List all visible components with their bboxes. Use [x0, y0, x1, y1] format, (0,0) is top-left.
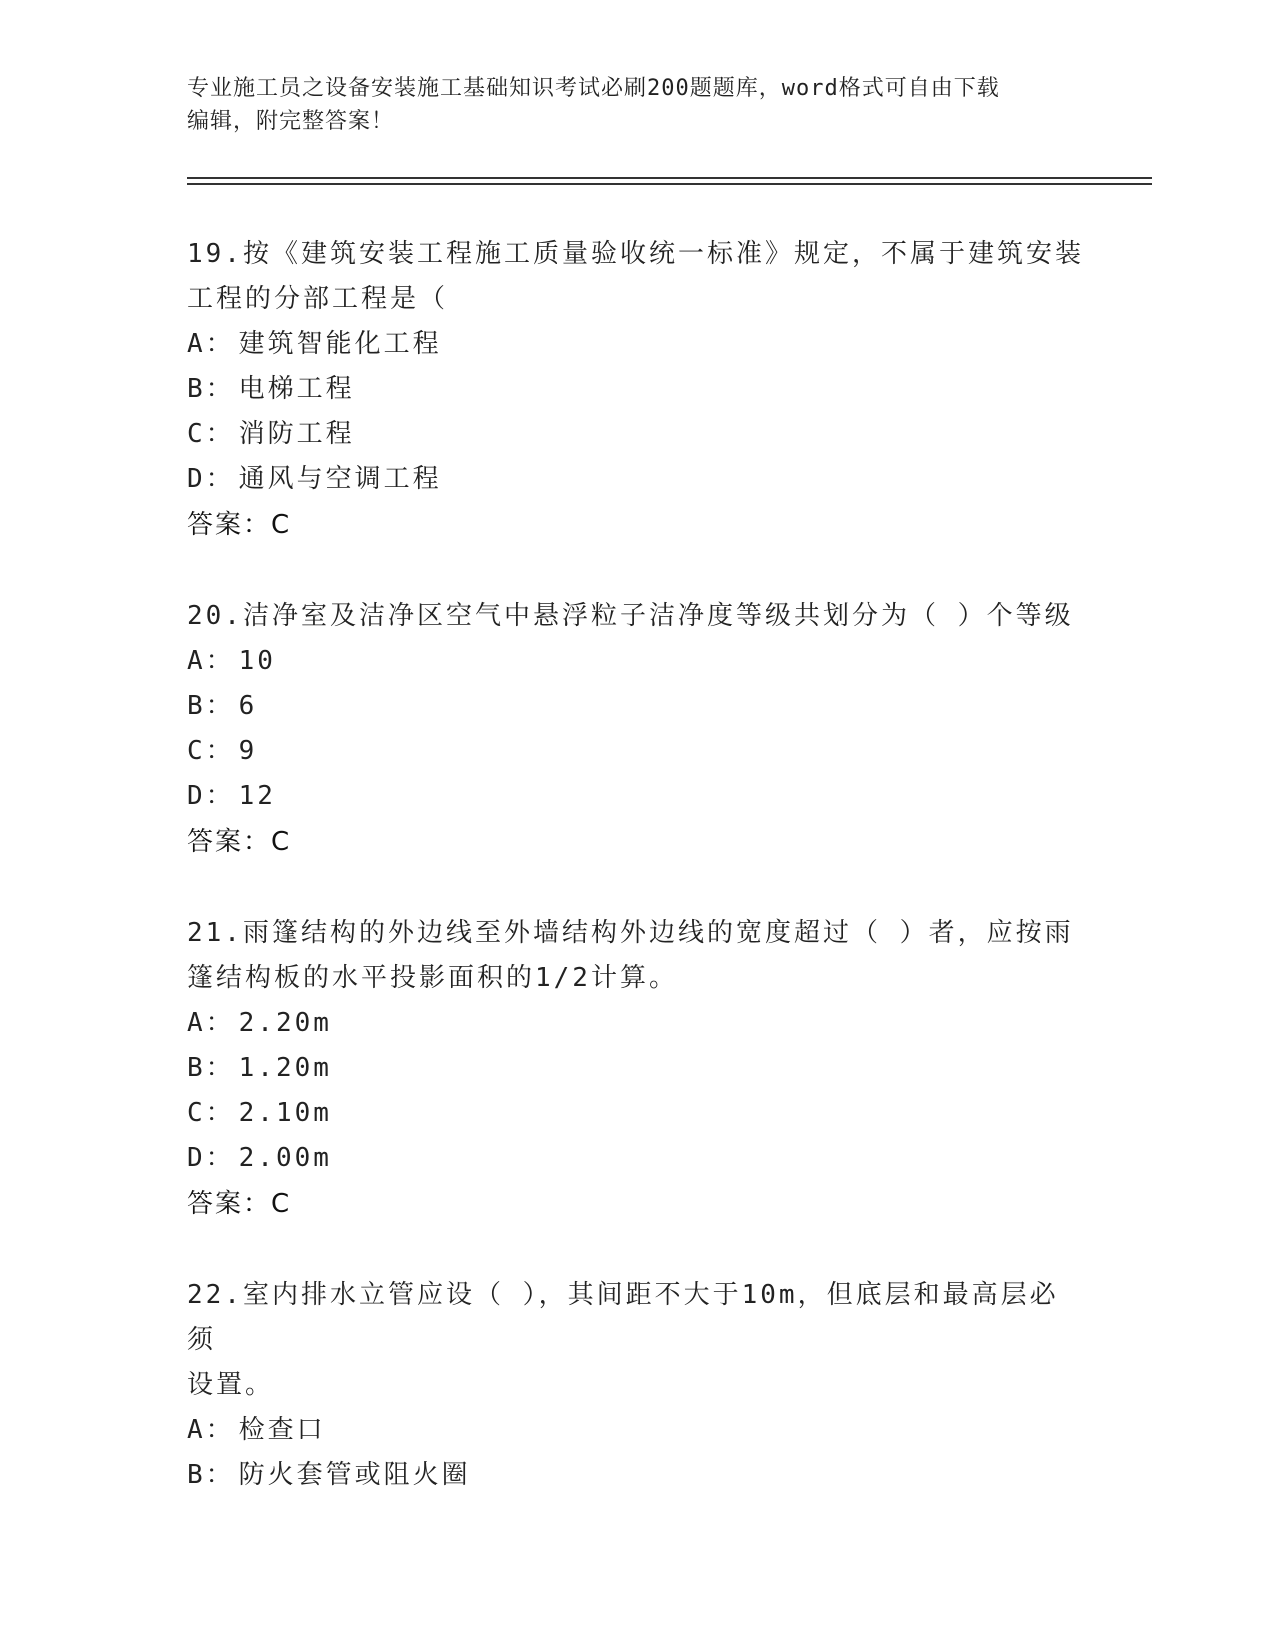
option-b — [187, 684, 1087, 729]
option-text: 建筑智能化工程 — [238, 329, 442, 359]
option-letter: A： — [187, 646, 235, 676]
option-letter: D： — [187, 1143, 235, 1173]
question-stem-line-1: 19.按《建筑安装工程施工质量验收统一标准》规定，不属于建筑安装 — [187, 239, 1084, 269]
option-d — [187, 774, 1087, 819]
option-text: 消防工程 — [238, 419, 355, 449]
answer: 答案：C — [187, 827, 292, 857]
option-letter: D： — [187, 781, 235, 811]
option-a — [187, 1001, 1087, 1046]
question-stem-line-2: 设置。 — [187, 1370, 275, 1400]
question-stem — [187, 1273, 1087, 1408]
option-d — [187, 1136, 1087, 1181]
option-letter: A： — [187, 329, 235, 359]
option-a — [187, 322, 1087, 367]
question-stem — [187, 232, 1087, 322]
option-letter: B： — [187, 1053, 235, 1083]
option-letter: C： — [187, 1098, 235, 1128]
question-list — [187, 232, 1087, 1544]
option-c — [187, 412, 1087, 457]
option-b — [187, 367, 1087, 412]
option-text: 10 — [238, 646, 276, 676]
question-stem-line-1: 21.雨篷结构的外边线至外墙结构外边线的宽度超过（ ）者，应按雨 — [187, 918, 1074, 948]
option-d — [187, 457, 1087, 502]
question-stem-line-2: 工程的分部工程是（ — [187, 284, 449, 314]
question-22 — [187, 1273, 1087, 1498]
question-19 — [187, 232, 1087, 548]
document-header — [187, 72, 1087, 138]
option-letter: C： — [187, 736, 235, 766]
question-21 — [187, 911, 1087, 1227]
option-text: 通风与空调工程 — [238, 464, 442, 494]
option-text: 1.20m — [238, 1053, 332, 1083]
answer: 答案：C — [187, 1189, 292, 1219]
option-letter: A： — [187, 1008, 235, 1038]
question-stem-line-2: 篷结构板的水平投影面积的1/2计算。 — [187, 963, 678, 993]
option-letter: B： — [187, 1460, 235, 1490]
option-letter: A： — [187, 1415, 235, 1445]
answer: 答案：C — [187, 510, 292, 540]
header-divider-top — [187, 177, 1152, 179]
option-letter: C： — [187, 419, 235, 449]
option-text: 2.20m — [238, 1008, 332, 1038]
option-c — [187, 729, 1087, 774]
option-letter: D： — [187, 464, 235, 494]
option-text: 防火套管或阻火圈 — [238, 1460, 471, 1490]
option-letter: B： — [187, 691, 235, 721]
option-a — [187, 639, 1087, 684]
option-text: 6 — [238, 691, 258, 721]
question-stem — [187, 911, 1087, 1001]
header-title-line-1: 专业施工员之设备安装施工基础知识考试必刷200题题库，word格式可自由下载 — [187, 76, 1000, 101]
option-b — [187, 1046, 1087, 1091]
header-title-line-2: 编辑，附完整答案！ — [187, 109, 395, 134]
option-text: 检查口 — [238, 1415, 326, 1445]
option-text: 12 — [238, 781, 276, 811]
option-text: 电梯工程 — [238, 374, 355, 404]
question-20 — [187, 594, 1087, 865]
question-stem-line-1: 22.室内排水立管应设（ ），其间距不大于10m，但底层和最高层必须 — [187, 1280, 1059, 1355]
header-divider-bottom — [187, 183, 1152, 185]
option-text: 9 — [238, 736, 258, 766]
option-text: 2.00m — [238, 1143, 332, 1173]
option-letter: B： — [187, 374, 235, 404]
option-b — [187, 1453, 1087, 1498]
option-text: 2.10m — [238, 1098, 332, 1128]
option-a — [187, 1408, 1087, 1453]
question-stem — [187, 594, 1087, 639]
option-c — [187, 1091, 1087, 1136]
question-stem-line-1: 20.洁净室及洁净区空气中悬浮粒子洁净度等级共划分为（ ）个等级 — [187, 601, 1074, 631]
